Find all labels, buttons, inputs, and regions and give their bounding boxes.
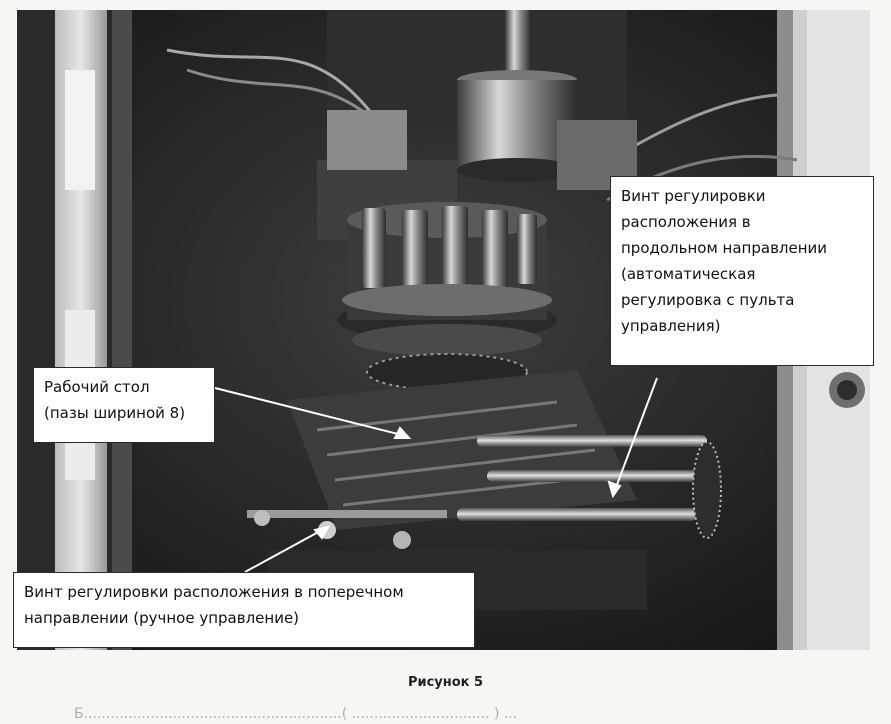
callout-line: (пазы шириной 8)	[44, 404, 186, 422]
callout-line: управления)	[621, 317, 721, 335]
figure-caption: Рисунок 5	[407, 675, 484, 690]
callout-line: продольном направлении	[621, 239, 828, 257]
callout-line: направлении (ручное управление)	[24, 609, 300, 627]
callout-work-table	[33, 367, 215, 443]
callout-transverse-screw	[13, 572, 475, 648]
callout-line: регулировка с пульта	[621, 291, 795, 309]
cut-off-text-line: Б..........................................................( ............................... ) ...	[74, 706, 518, 722]
callout-line: расположения в	[621, 213, 751, 231]
callout-line: Винт регулировки расположения в поперечном	[24, 583, 404, 601]
callout-line: Рабочий стол	[44, 378, 150, 396]
callout-longitudinal-screw	[610, 176, 874, 366]
callout-line: Винт регулировки	[621, 187, 766, 205]
callout-line: (автоматическая	[621, 265, 756, 283]
